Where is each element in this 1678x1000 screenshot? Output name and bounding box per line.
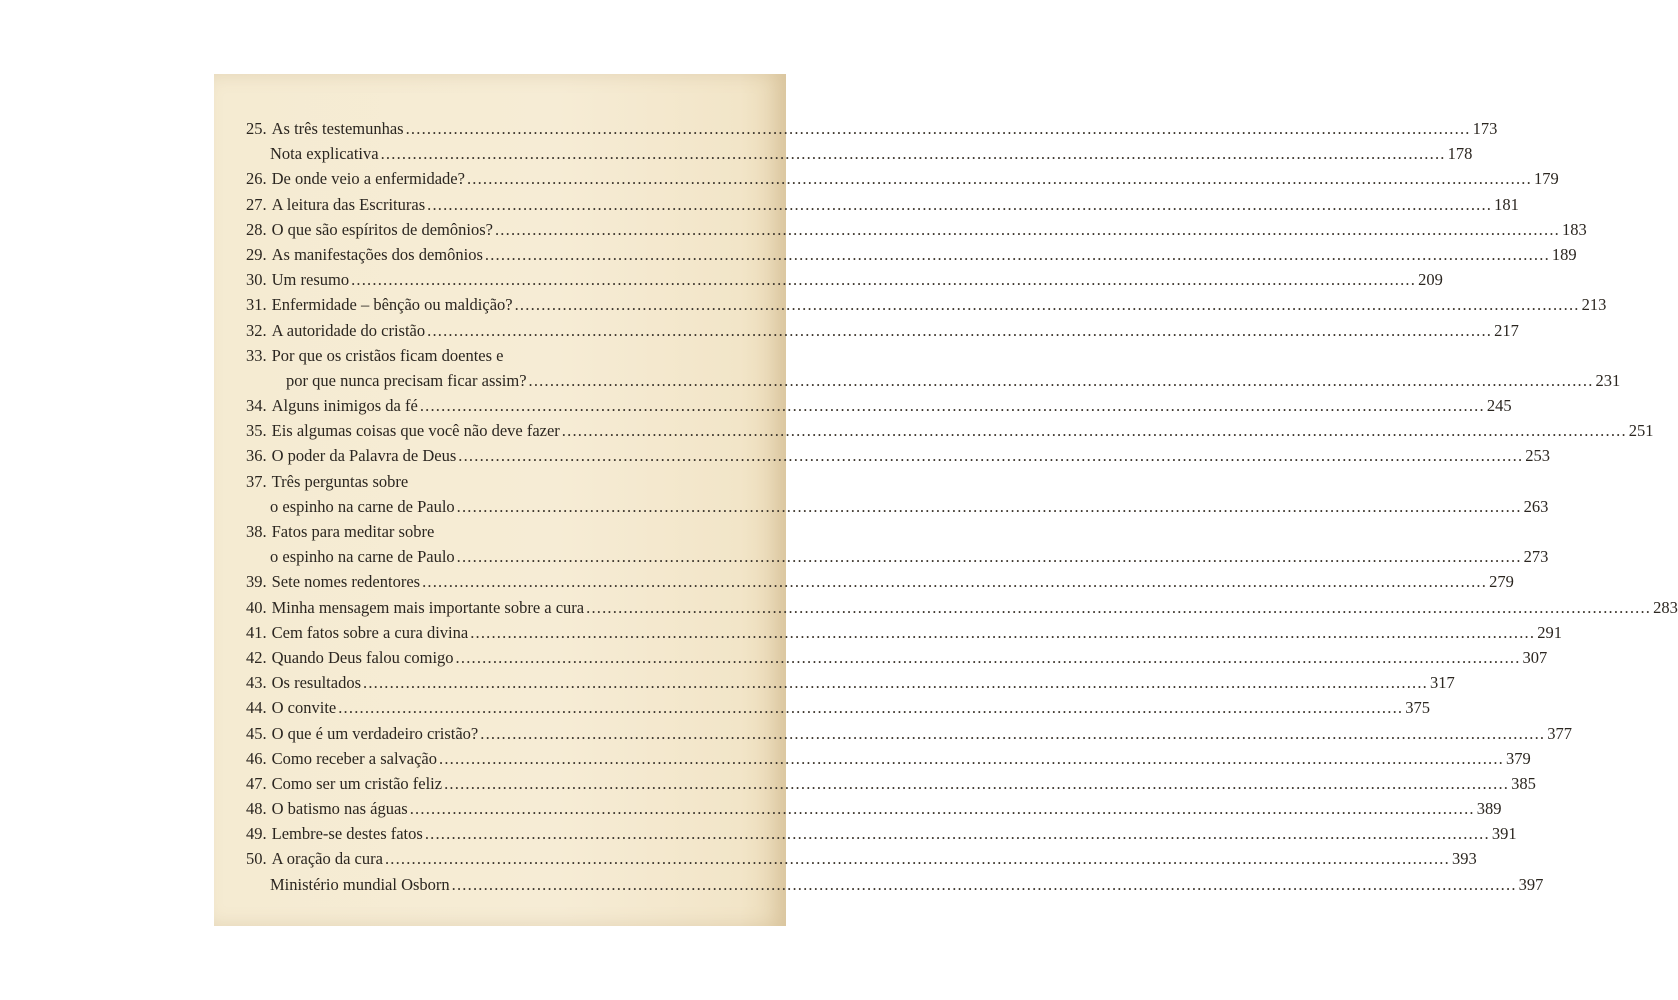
dot-leader <box>452 872 1517 897</box>
toc-entry-page-number: 183 <box>1561 219 1587 239</box>
toc-entry-number: 32. <box>246 320 267 340</box>
toc-entry-number: 35. <box>246 421 267 441</box>
toc-entry <box>246 141 1473 166</box>
toc-entry-title: Os resultados <box>271 673 361 693</box>
toc-entry-number: 38. <box>246 522 267 541</box>
toc-entry <box>246 418 1654 443</box>
toc-entry-number: 34. <box>246 396 267 416</box>
toc-entry <box>246 469 764 494</box>
dot-leader <box>427 192 1492 217</box>
toc-entry-page-number: 391 <box>1491 824 1517 844</box>
toc-entry-title: Minha mensagem mais importante sobre a cura <box>271 597 585 617</box>
toc-entry <box>246 116 1498 141</box>
toc-entry-page-number: 389 <box>1476 799 1502 819</box>
toc-entry-page-number: 385 <box>1511 773 1536 793</box>
toc-entry-number: 36. <box>246 446 267 466</box>
toc-entry-number: 46. <box>246 748 267 768</box>
toc-entry <box>246 343 764 368</box>
toc-entry-title: por que nunca precisam ficar assim? <box>286 370 527 390</box>
toc-entry <box>246 494 1549 519</box>
toc-entry-title: o espinho na carne de Paulo <box>270 496 455 516</box>
dot-leader <box>351 267 1416 292</box>
toc-entry <box>246 443 1551 468</box>
dot-leader <box>410 796 1475 821</box>
toc-entry-title: As manifestações dos demônios <box>271 244 483 264</box>
toc-entry <box>246 695 1430 720</box>
toc-entry-page-number: 291 <box>1537 622 1562 642</box>
toc-entry-page-number: 251 <box>1628 421 1654 441</box>
toc-entry-title: Por que os cristãos ficam doentes e <box>271 345 504 365</box>
toc-entry <box>246 569 1514 594</box>
toc-entry-title: O convite <box>271 698 337 718</box>
toc-entry-title: O batismo nas águas <box>271 799 408 819</box>
dot-leader <box>457 494 1522 519</box>
toc-entry <box>246 292 1607 317</box>
dot-leader <box>480 721 1545 746</box>
toc-entry-title: O poder da Palavra de Deus <box>271 446 457 466</box>
toc-entry-number: 31. <box>246 295 267 315</box>
toc-entry-title: O que é um verdadeiro cristão? <box>271 723 479 743</box>
toc-entry-page-number: 253 <box>1525 446 1551 466</box>
toc-entry-title: Como receber a salvação <box>271 748 437 768</box>
toc-entry-title: A oração da cura <box>271 849 383 869</box>
toc-entry-page-number: 279 <box>1489 572 1514 592</box>
toc-entry-title: Lembre-se destes fatos <box>271 824 423 844</box>
dot-leader <box>444 771 1509 796</box>
toc-entry <box>246 796 1502 821</box>
toc-entry <box>246 519 764 544</box>
toc-entry-number: 33. <box>246 345 267 365</box>
dot-leader <box>562 418 1627 443</box>
toc-entry-title: Sete nomes redentores <box>271 572 421 592</box>
toc-entry <box>246 318 1519 343</box>
toc-entry-number: 29. <box>246 244 267 264</box>
toc-entry-number: 40. <box>246 597 267 617</box>
toc-entry-page-number: 263 <box>1523 496 1549 516</box>
toc-entry <box>246 166 1559 191</box>
toc-entry-page-number: 209 <box>1418 270 1443 290</box>
toc-entry-number: 39. <box>246 572 267 592</box>
dot-leader <box>485 242 1550 267</box>
dot-leader <box>425 821 1490 846</box>
dot-leader <box>457 544 1522 569</box>
toc-entry <box>246 746 1531 771</box>
toc-entry-page-number: 213 <box>1581 295 1607 315</box>
toc-entry-number: 25. <box>246 119 267 138</box>
dot-leader <box>586 595 1651 620</box>
toc-entry-number: 37. <box>246 471 267 491</box>
toc-entry-number: 42. <box>246 647 267 667</box>
dot-leader <box>406 116 1471 141</box>
toc-entry-title: De onde veio a enfermidade? <box>271 169 465 189</box>
dot-leader <box>363 670 1428 695</box>
toc-entry <box>246 620 1562 645</box>
toc-entry-title: O que são espíritos de demônios? <box>271 219 493 239</box>
toc-entry-title: Eis algumas coisas que você não deve fazer <box>271 421 560 441</box>
toc-entry <box>246 192 1519 217</box>
toc-entry-page-number: 173 <box>1472 119 1498 138</box>
toc-entry-number: 50. <box>246 849 267 869</box>
toc-entry <box>246 544 1549 569</box>
toc-entry <box>246 393 1512 418</box>
toc-entry-title: As três testemunhas <box>271 119 404 138</box>
dot-leader <box>422 569 1487 594</box>
toc-entry-title: Fatos para meditar sobre <box>271 522 435 541</box>
dot-leader <box>427 318 1492 343</box>
toc-entry-title: Três perguntas sobre <box>271 471 409 491</box>
toc-entry-number: 28. <box>246 219 267 239</box>
toc-entry-number: 41. <box>246 622 267 642</box>
toc-entry-page-number: 217 <box>1494 320 1519 340</box>
toc-entry-page-number: 397 <box>1518 874 1544 894</box>
toc-entry-page-number: 379 <box>1506 748 1531 768</box>
toc-entry <box>246 368 1621 393</box>
dot-leader <box>529 368 1594 393</box>
dot-leader <box>458 443 1523 468</box>
dot-leader <box>456 645 1521 670</box>
toc-entry-title: Ministério mundial Osborn <box>270 874 450 894</box>
toc-entry-page-number: 181 <box>1494 194 1519 214</box>
toc-entry <box>246 872 1544 897</box>
toc-entry-number: 26. <box>246 169 267 189</box>
toc-entry-title: Um resumo <box>271 270 350 290</box>
book-page <box>214 74 1678 926</box>
toc-entry-title: o espinho na carne de Paulo <box>270 547 455 567</box>
toc-entry <box>246 217 1587 242</box>
toc-entry-page-number: 377 <box>1547 723 1572 743</box>
toc-entry-number: 47. <box>246 773 267 793</box>
toc-entry <box>246 846 1477 871</box>
toc-entry-number: 30. <box>246 270 267 290</box>
toc-entry-page-number: 393 <box>1451 849 1477 869</box>
toc-entry-page-number: 178 <box>1447 144 1473 164</box>
toc-entry <box>246 670 1455 695</box>
toc-entry-page-number: 245 <box>1486 396 1512 416</box>
toc-entry-title: Cem fatos sobre a cura divina <box>271 622 469 642</box>
toc-entry-number: 43. <box>246 673 267 693</box>
toc-entry-number: 45. <box>246 723 267 743</box>
dot-leader <box>420 393 1485 418</box>
toc-entry-title: Nota explicativa <box>270 144 379 164</box>
toc-entry-page-number: 283 <box>1653 597 1678 617</box>
table-of-contents <box>246 116 1678 897</box>
dot-leader <box>338 695 1403 720</box>
toc-entry <box>246 721 1572 746</box>
dot-leader <box>385 846 1450 871</box>
toc-entry-title: Quando Deus falou comigo <box>271 647 454 667</box>
toc-entry-number: 27. <box>246 194 267 214</box>
dot-leader <box>470 620 1535 645</box>
toc-entry-number: 49. <box>246 824 267 844</box>
toc-entry <box>246 821 1517 846</box>
toc-entry <box>246 267 1443 292</box>
toc-entry-title: Enfermidade – bênção ou maldição? <box>271 295 513 315</box>
toc-entry-title: A autoridade do cristão <box>271 320 426 340</box>
toc-entry-page-number: 273 <box>1523 547 1549 567</box>
toc-entry-number: 48. <box>246 799 267 819</box>
toc-entry <box>246 771 1536 796</box>
toc-entry <box>246 645 1548 670</box>
toc-entry-page-number: 317 <box>1430 673 1455 693</box>
toc-entry <box>246 595 1678 620</box>
toc-entry-page-number: 189 <box>1551 244 1577 264</box>
toc-entry-page-number: 231 <box>1595 370 1621 390</box>
toc-entry <box>246 242 1577 267</box>
toc-entry-page-number: 307 <box>1522 647 1548 667</box>
dot-leader <box>467 166 1532 191</box>
toc-entry-title: A leitura das Escrituras <box>271 194 426 214</box>
toc-entry-number: 44. <box>246 698 267 718</box>
toc-entry-title: Alguns inimigos da fé <box>271 396 418 416</box>
dot-leader <box>439 746 1504 771</box>
dot-leader <box>381 141 1446 166</box>
dot-leader <box>495 217 1560 242</box>
toc-entry-title: Como ser um cristão feliz <box>271 773 443 793</box>
dot-leader <box>515 292 1580 317</box>
toc-entry-page-number: 375 <box>1405 698 1430 718</box>
toc-entry-page-number: 179 <box>1533 169 1559 189</box>
